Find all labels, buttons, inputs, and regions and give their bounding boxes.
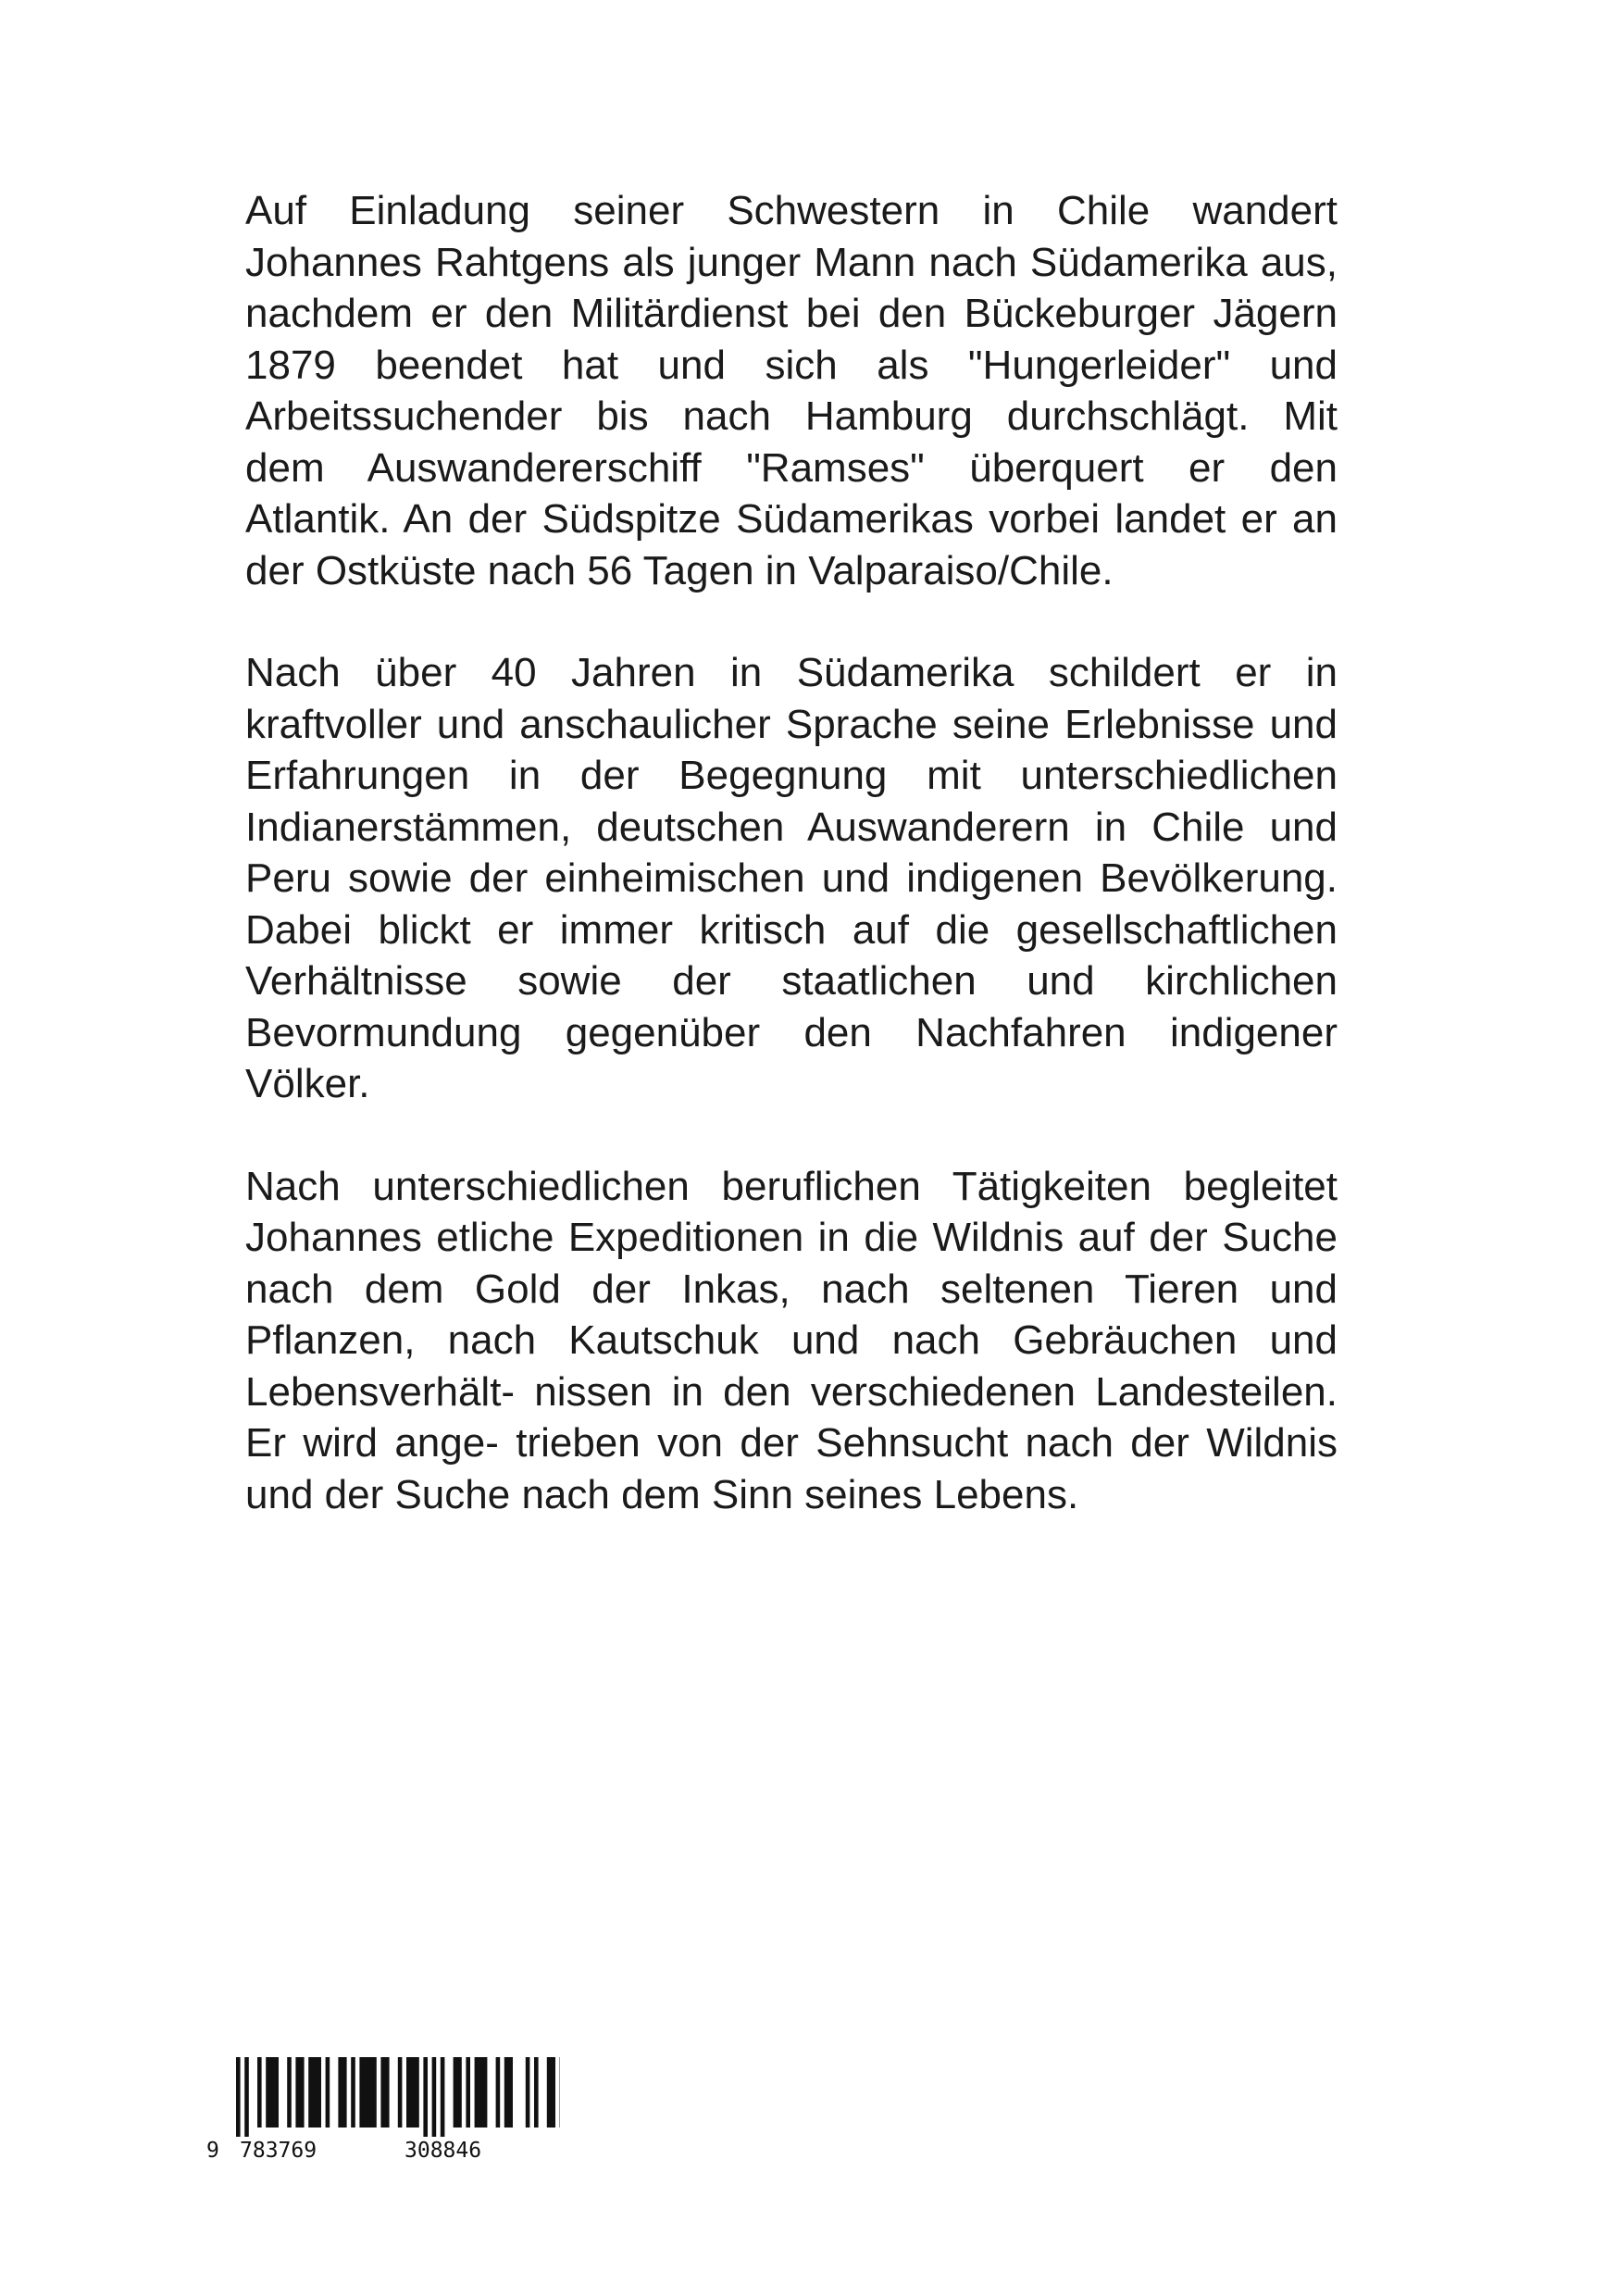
barcode-bar (359, 2057, 376, 2128)
barcode-bar (266, 2057, 279, 2128)
barcode-bar (504, 2057, 513, 2128)
barcode-bar (496, 2057, 501, 2128)
text-line: Pflanzen, nach Kautschuk und nach Gebräuchen und (245, 1317, 1338, 1363)
text-line: Nach über 40 Jahren in Südamerika schildert er in (245, 650, 1338, 695)
paragraph-3 (245, 1161, 1338, 1521)
barcode-bar (466, 2057, 470, 2128)
barcode-bar (236, 2057, 241, 2137)
text-line: und der Suche nach dem Sinn seines Lebens. (245, 1471, 1079, 1517)
text-line: Johannes etliche Expeditionen in die Wildnis auf der Suche (245, 1215, 1338, 1260)
barcode-bar (432, 2057, 437, 2137)
barcode-bar (441, 2057, 445, 2137)
barcode-bar (398, 2057, 403, 2128)
text-line: Atlantik. An der Südspitze Südamerikas vorbei landet er an (245, 496, 1338, 542)
text-line: der Ostküste nach 56 Tagen in Valparaiso/Chile. (245, 547, 1114, 593)
barcode-bar (547, 2057, 555, 2128)
barcode-bar (526, 2057, 530, 2128)
barcode-bar (338, 2057, 346, 2128)
barcode-bar (326, 2057, 330, 2128)
isbn-barcode (190, 2055, 560, 2166)
barcode-bar (351, 2057, 355, 2128)
text-line: Bevormundung gegenüber den Nachfahren indigener (245, 1009, 1338, 1055)
barcode-lead-digit: 9 (206, 2139, 219, 2163)
barcode-bar (454, 2057, 462, 2128)
text-line: Lebensverhält- nissen in den verschiedenen Landesteilen. (245, 1368, 1338, 1415)
text-line: Dabei blickt er immer kritisch auf die gesellschaftlichen (245, 906, 1338, 953)
barcode-digits-left: 783769 (240, 2139, 317, 2163)
barcode-digits-right: 308846 (404, 2139, 482, 2163)
text-line: nach dem Gold der Inkas, nach seltenen Tieren und (245, 1266, 1338, 1312)
paragraph-2 (245, 647, 1338, 1110)
text-line: Erfahrungen in der Begegnung mit unterschiedlichen (245, 753, 1338, 798)
barcode-bar (534, 2057, 539, 2128)
text-line: dem Auswandererschiff "Ramses" überquert er den (245, 444, 1338, 491)
text-line: Johannes Rahtgens als junger Mann nach Südamerika aus, (245, 239, 1338, 285)
barcode-bar (380, 2057, 389, 2128)
text-line: nachdem er den Militärdienst bei den Bückeburger Jägern (245, 291, 1338, 336)
barcode-bar (257, 2057, 262, 2128)
paragraph-1 (245, 185, 1338, 596)
barcode-graphic (190, 2055, 560, 2166)
barcode-bars (236, 2057, 560, 2137)
text-line: Verhältnisse sowie der staatlichen und kirchlichen (245, 958, 1338, 1004)
barcode-bar (475, 2057, 488, 2128)
barcode-bar (423, 2057, 428, 2137)
text-line: 1879 beendet hat und sich als "Hungerleider" und (245, 342, 1338, 388)
text-line: Peru sowie der einheimischen und indigenen Bevölkerung. (245, 855, 1338, 901)
barcode-bar (287, 2057, 292, 2128)
barcode-bar (308, 2057, 321, 2128)
barcode-bar (244, 2057, 249, 2137)
text-line: Nach unterschiedlichen beruflichen Tätigkeiten begleitet (245, 1163, 1338, 1209)
barcode-bar (406, 2057, 419, 2128)
text-line: Indianerstämmen, deutschen Auswanderern in Chile und (245, 804, 1338, 850)
text-line: Arbeitssuchender bis nach Hamburg durchschlägt. Mit (245, 393, 1338, 439)
text-line: Völker. (245, 1061, 370, 1106)
barcode-bar (295, 2057, 304, 2128)
text-line: Er wird ange- trieben von der Sehnsucht nach der Wildnis (245, 1420, 1338, 1466)
text-line: Auf Einladung seiner Schwestern in Chile wandert (245, 188, 1338, 233)
blurb-text (245, 185, 1338, 1520)
text-line: kraftvoller und anschaulicher Sprache seine Erlebnisse und (245, 701, 1338, 747)
